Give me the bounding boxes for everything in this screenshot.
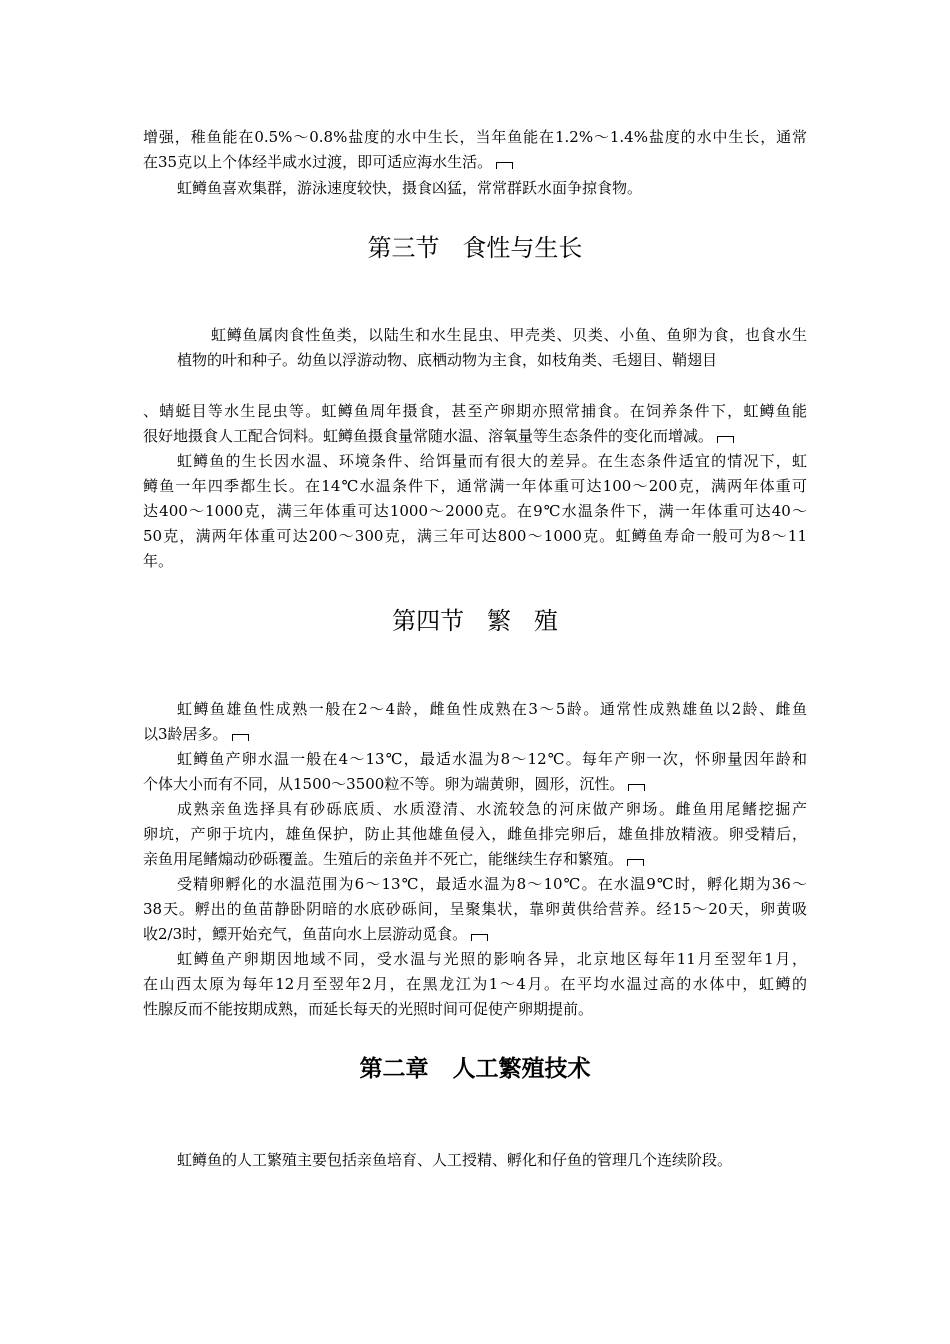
paragraph-mark-icon bbox=[717, 436, 734, 443]
paragraph-line: 成熟亲鱼选择具有砂砾底质、水质澄清、水流较急的河床做产卵场。雌鱼用尾鳍挖掘产 bbox=[177, 800, 807, 818]
paragraph-line: 鳟鱼一年四季都生长。在14℃水温条件下，通常满一年体重可达100～200克，满两年体重可 bbox=[143, 477, 807, 495]
paragraph-line: 达400～1000克，满三年体重可达1000～2000克。在9℃水温条件下，满一年体重可达40～ bbox=[143, 502, 807, 520]
paragraph-line: 虹鳟鱼产卵水温一般在4～13℃，最适水温为8～12℃。每年产卵一次，怀卵量因年龄和 bbox=[177, 750, 807, 768]
chapter-heading: 第二章 人工繁殖技术 bbox=[359, 1056, 591, 1082]
paragraph-line: 在35克以上个体经半咸水过渡，即可适应海水生活。 bbox=[143, 152, 807, 172]
paragraph-mark-icon bbox=[232, 734, 249, 741]
paragraph-line: 虹鳟鱼的生长因水温、环境条件、给饵量而有很大的差异。在生态条件适宜的情况下，虹 bbox=[177, 452, 807, 470]
paragraph-line: 虹鳟鱼喜欢集群，游泳速度较快，摄食凶猛，常常群跃水面争掠食物。 bbox=[177, 179, 643, 197]
paragraph-line: 很好地摄食人工配合饲料。虹鳟鱼摄食量常随水温、溶氧量等生态条件的变化而增减。 bbox=[143, 426, 807, 446]
section-heading: 第四节 繁 殖 bbox=[392, 607, 558, 635]
paragraph-line: 以3龄居多。 bbox=[143, 724, 807, 744]
paragraph-line: 虹鳟鱼产卵期因地域不同，受水温与光照的影响各异，北京地区每年11月至翌年1月， bbox=[177, 950, 807, 968]
paragraph-line: 在山西太原为每年12月至翌年2月，在黑龙江为1～4月。在平均水温过高的水体中，虹鳟的 bbox=[143, 975, 807, 993]
paragraph-mark-icon bbox=[627, 859, 644, 866]
paragraph-line: 个体大小而有不同，从1500～3500粒不等。卵为端黄卵，圆形，沉性。 bbox=[143, 774, 807, 794]
paragraph-line: 植物的叶和种子。幼鱼以浮游动物、底栖动物为主食，如枝角类、毛翅目、鞘翅目 bbox=[177, 351, 718, 369]
paragraph-line: 亲鱼用尾鳍煽动砂砾覆盖。生殖后的亲鱼并不死亡，能继续生存和繁殖。 bbox=[143, 849, 807, 869]
paragraph-line: 增强，稚鱼能在0.5%～0.8%盐度的水中生长，当年鱼能在1.2%～1.4%盐度的水中生长，通常 bbox=[143, 128, 807, 146]
section-heading: 第三节 食性与生长 bbox=[367, 234, 583, 262]
paragraph-line: 年。 bbox=[143, 552, 174, 570]
paragraph-line: 性腺反而不能按期成熟，而延长每天的光照时间可促使产卵期提前。 bbox=[143, 1000, 594, 1018]
paragraph-line: 38天。孵出的鱼苗静卧阴暗的水底砂砾间，呈聚集状，靠卵黄供给营养。经15～20天，卵黄吸 bbox=[143, 900, 807, 918]
paragraph-line: 虹鳟鱼的人工繁殖主要包括亲鱼培育、人工授精、孵化和仔鱼的管理几个连续阶段。 bbox=[177, 1151, 733, 1169]
paragraph-line: 卵坑，产卵于坑内，雄鱼保护，防止其他雄鱼侵入，雌鱼排完卵后，雄鱼排放精液。卵受精后， bbox=[143, 825, 807, 843]
paragraph-line: 受精卵孵化的水温范围为6～13℃，最适水温为8～10℃。在水温9℃时，孵化期为36～ bbox=[177, 875, 807, 893]
paragraph-line: 收2/3时，鳔开始充气，鱼苗向水上层游动觅食。 bbox=[143, 924, 807, 944]
paragraph-line: 虹鳟鱼雄鱼性成熟一般在2～4龄，雌鱼性成熟在3～5龄。通常性成熟雄鱼以2龄、雌鱼 bbox=[177, 700, 807, 718]
paragraph-mark-icon bbox=[496, 162, 513, 169]
paragraph-mark-icon bbox=[628, 784, 645, 791]
paragraph-line: 、蜻蜓目等水生昆虫等。虹鳟鱼周年摄食，甚至产卵期亦照常捕食。在饲养条件下，虹鳟鱼能 bbox=[143, 402, 807, 420]
paragraph-mark-icon bbox=[471, 934, 488, 941]
paragraph-line: 50克，满两年体重可达200～300克，满三年可达800～1000克。虹鳟鱼寿命一般可为8～11 bbox=[143, 527, 807, 545]
paragraph-line: 虹鳟鱼属肉食性鱼类，以陆生和水生昆虫、甲壳类、贝类、小鱼、鱼卵为食，也食水生 bbox=[211, 326, 807, 344]
